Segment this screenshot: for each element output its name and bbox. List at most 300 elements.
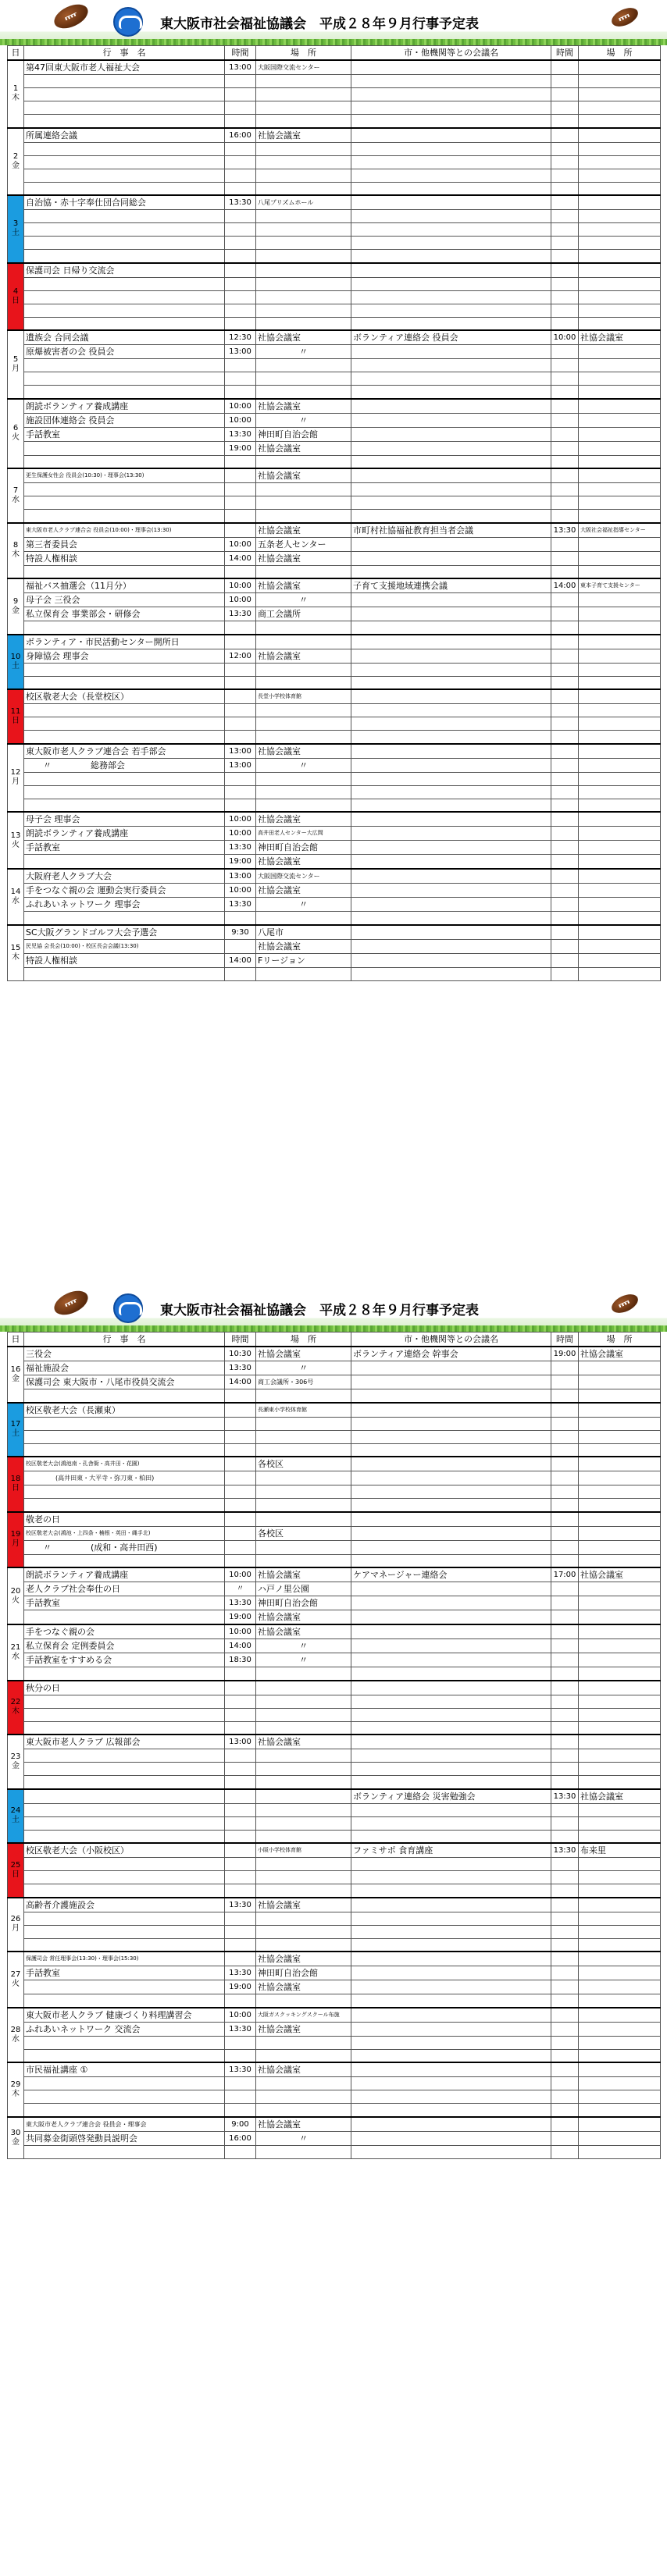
table-row xyxy=(8,1610,661,1625)
event-time xyxy=(225,2090,256,2104)
table-row xyxy=(8,593,661,607)
other-meeting-time xyxy=(551,345,579,359)
event-name: 校区敬老大会（小阪校区） xyxy=(26,1845,129,1856)
other-meeting-place xyxy=(579,884,661,898)
other-meeting-place xyxy=(579,1898,661,1912)
other-meeting-place xyxy=(579,1708,661,1721)
other-meeting-name: 市町村社協福祉教育担当者会議 xyxy=(351,523,551,538)
table-row xyxy=(8,88,661,101)
event-name: 保護司会 東大阪市・八尾市役員交流会 xyxy=(26,1377,175,1387)
other-meeting-name xyxy=(351,898,551,912)
event-name-cell xyxy=(24,1681,225,1695)
event-time: 13:30 xyxy=(225,2062,256,2077)
event-time: 13:30 xyxy=(225,195,256,210)
event-name-cell xyxy=(24,1938,225,1952)
event-name-cell xyxy=(24,2049,225,2062)
other-meeting-name xyxy=(351,304,551,317)
other-meeting-time xyxy=(551,455,579,468)
other-meeting-place xyxy=(579,386,661,399)
day-of-week: 木 xyxy=(12,1707,20,1717)
event-name-cell xyxy=(24,1884,225,1898)
other-meeting-time xyxy=(551,621,579,635)
other-meeting-place xyxy=(579,1681,661,1695)
other-meeting-place xyxy=(579,1554,661,1567)
other-meeting-time: 13:30 xyxy=(551,523,579,538)
day-of-week: 火 xyxy=(12,1979,20,1988)
other-meeting-place xyxy=(579,663,661,676)
other-meeting-place xyxy=(579,744,661,759)
other-meeting-time xyxy=(551,88,579,101)
day-of-week: 月 xyxy=(12,1539,20,1549)
other-meeting-name xyxy=(351,758,551,772)
other-meeting-time: 14:00 xyxy=(551,578,579,593)
event-place xyxy=(256,1443,351,1457)
other-meeting-time xyxy=(551,1871,579,1884)
other-meeting-name xyxy=(351,88,551,101)
table-row xyxy=(8,2008,661,2023)
other-meeting-time xyxy=(551,142,579,155)
event-place: 社協会議室 xyxy=(256,1898,351,1912)
event-time xyxy=(225,182,256,195)
event-place xyxy=(256,565,351,578)
event-name-cell xyxy=(24,223,225,237)
event-name: 校区敬老大会（長瀬東） xyxy=(26,1404,120,1415)
event-time xyxy=(225,1925,256,1938)
event-name-cell xyxy=(24,1667,225,1681)
other-meeting-place xyxy=(579,758,661,772)
other-meeting-place xyxy=(579,635,661,649)
event-name: 原爆被害者の会 役員会 xyxy=(26,347,115,357)
day-number: 2 xyxy=(12,151,19,161)
day-cell xyxy=(8,2062,24,2117)
event-place xyxy=(256,1554,351,1567)
event-place xyxy=(256,75,351,88)
day-number: 30 xyxy=(10,2128,21,2137)
event-place xyxy=(256,237,351,250)
event-time: 14:00 xyxy=(225,1639,256,1653)
other-meeting-name xyxy=(351,607,551,621)
event-place: 社協会議室 xyxy=(256,1567,351,1582)
table-row xyxy=(8,939,661,953)
event-name: 校区敬老大会(鴻池南・孔舎衙・高井田・花園) xyxy=(26,1461,140,1467)
other-meeting-name xyxy=(351,799,551,812)
table-row xyxy=(8,649,661,663)
event-place xyxy=(256,1695,351,1708)
event-time: 13:30 xyxy=(225,1966,256,1980)
other-meeting-place xyxy=(579,75,661,88)
other-meeting-place xyxy=(579,1485,661,1499)
event-place: 〃 xyxy=(256,345,351,359)
event-name: 特設人権相談 xyxy=(26,553,77,564)
event-name-cell xyxy=(24,75,225,88)
other-meeting-time xyxy=(551,1695,579,1708)
event-name: 自治協・赤十字奉仕団合同総会 xyxy=(26,197,146,208)
event-time xyxy=(225,772,256,785)
day-cell xyxy=(8,744,24,813)
table-row xyxy=(8,1681,661,1695)
table-row xyxy=(8,1735,661,1749)
day-cell xyxy=(8,263,24,331)
event-name-cell xyxy=(24,1512,225,1527)
grass-decoration xyxy=(0,39,667,45)
event-place: 社協会議室 xyxy=(256,399,351,414)
event-name-cell xyxy=(24,663,225,676)
other-meeting-time xyxy=(551,1966,579,1980)
other-meeting-place xyxy=(579,1938,661,1952)
other-meeting-place xyxy=(579,1403,661,1418)
event-place xyxy=(256,772,351,785)
event-place xyxy=(256,1763,351,1776)
event-name-cell xyxy=(24,1925,225,1938)
event-name: 手話教室 xyxy=(26,1968,60,1978)
table-row xyxy=(8,75,661,88)
table-row xyxy=(8,1776,661,1789)
event-name-cell xyxy=(24,455,225,468)
other-meeting-name xyxy=(351,1884,551,1898)
event-time xyxy=(225,967,256,980)
event-time xyxy=(225,635,256,649)
other-meeting-name xyxy=(351,1708,551,1721)
other-meeting-place xyxy=(579,195,661,210)
other-meeting-place xyxy=(579,1499,661,1512)
table-row xyxy=(8,1830,661,1843)
table-row xyxy=(8,925,661,940)
other-meeting-place xyxy=(579,812,661,827)
day-of-week: 金 xyxy=(12,1374,20,1383)
other-meeting-time xyxy=(551,441,579,455)
event-time: 10:00 xyxy=(225,593,256,607)
table-row xyxy=(8,1582,661,1596)
other-meeting-name xyxy=(351,551,551,565)
day-of-week: 木 xyxy=(12,952,20,962)
football-icon xyxy=(608,4,640,30)
table-row xyxy=(8,1639,661,1653)
event-place: 大阪国際交流センター xyxy=(256,60,351,75)
event-place: 社協会議室 xyxy=(256,1347,351,1361)
event-name: 保護司会 日帰り交流会 xyxy=(26,265,115,276)
other-meeting-time xyxy=(551,884,579,898)
other-meeting-place xyxy=(579,799,661,812)
event-place: 社協会議室 xyxy=(256,2117,351,2132)
other-meeting-place xyxy=(579,1526,661,1540)
event-time xyxy=(225,1789,256,1804)
event-name-cell xyxy=(24,304,225,317)
other-meeting-time xyxy=(551,1763,579,1776)
other-meeting-place xyxy=(579,869,661,884)
event-place: 社協会議室 xyxy=(256,128,351,143)
other-meeting-name xyxy=(351,1871,551,1884)
event-place: 商工会議所 xyxy=(256,607,351,621)
day-of-week: 土 xyxy=(12,229,20,238)
day-number: 17 xyxy=(10,1420,21,1429)
other-meeting-time xyxy=(551,468,579,483)
event-time: 10:00 xyxy=(225,884,256,898)
event-place: 〃 xyxy=(256,898,351,912)
table-row xyxy=(8,1816,661,1830)
other-meeting-place xyxy=(579,237,661,250)
event-name-cell xyxy=(24,785,225,799)
event-name-cell xyxy=(24,155,225,169)
other-meeting-place xyxy=(579,60,661,75)
event-time xyxy=(225,1485,256,1499)
event-place xyxy=(256,210,351,223)
other-meeting-name xyxy=(351,1639,551,1653)
other-meeting-name xyxy=(351,195,551,210)
other-meeting-time xyxy=(551,1499,579,1512)
day-cell xyxy=(8,60,24,128)
event-name-cell xyxy=(24,1912,225,1925)
other-meeting-time xyxy=(551,869,579,884)
other-meeting-place xyxy=(579,468,661,483)
other-meeting-place xyxy=(579,2131,661,2145)
event-time xyxy=(225,939,256,953)
table-row xyxy=(8,578,661,593)
header-time: 時間 xyxy=(225,46,256,61)
day-number: 15 xyxy=(10,943,21,952)
event-name-cell xyxy=(24,128,225,143)
table-row xyxy=(8,953,661,967)
day-of-week: 土 xyxy=(12,1429,20,1439)
day-cell xyxy=(8,869,24,925)
event-place xyxy=(256,799,351,812)
event-time xyxy=(225,2145,256,2158)
other-meeting-time xyxy=(551,510,579,523)
other-meeting-time xyxy=(551,785,579,799)
event-time xyxy=(225,1471,256,1485)
other-meeting-place xyxy=(579,565,661,578)
table-row xyxy=(8,1457,661,1471)
other-meeting-name xyxy=(351,2131,551,2145)
day-of-week: 水 xyxy=(12,2034,20,2044)
event-name-cell xyxy=(24,689,225,704)
other-meeting-name xyxy=(351,1912,551,1925)
event-subname: 総務部会 xyxy=(91,760,125,770)
event-name-cell xyxy=(24,1526,225,1540)
event-place xyxy=(256,2049,351,2062)
day-number: 20 xyxy=(10,1586,21,1596)
other-meeting-time xyxy=(551,812,579,827)
other-meeting-name xyxy=(351,812,551,827)
event-place xyxy=(256,967,351,980)
other-meeting-place xyxy=(579,1871,661,1884)
other-meeting-place xyxy=(579,689,661,704)
event-name-cell xyxy=(24,2077,225,2090)
other-meeting-name xyxy=(351,1417,551,1430)
event-time xyxy=(225,523,256,538)
other-meeting-time xyxy=(551,1624,579,1639)
other-meeting-name xyxy=(351,1471,551,1485)
table-row xyxy=(8,1898,661,1912)
other-meeting-place xyxy=(579,731,661,744)
other-meeting-time xyxy=(551,1361,579,1375)
event-time xyxy=(225,250,256,263)
other-meeting-time xyxy=(551,1721,579,1735)
event-time xyxy=(225,1871,256,1884)
event-time xyxy=(225,1389,256,1403)
grass-decoration xyxy=(0,1325,667,1332)
event-name: 東大阪市老人クラブ連合会 若手部会 xyxy=(26,745,166,756)
event-name-cell xyxy=(24,1708,225,1721)
event-place xyxy=(256,785,351,799)
event-name: (高井田東・大平寺・弥刀東・柏田) xyxy=(55,1475,155,1482)
other-meeting-place xyxy=(579,169,661,182)
other-meeting-name xyxy=(351,1735,551,1749)
other-meeting-place xyxy=(579,1653,661,1667)
event-name-cell xyxy=(24,169,225,182)
event-time: 13:30 xyxy=(225,427,256,441)
other-meeting-name xyxy=(351,731,551,744)
event-name-cell xyxy=(24,1994,225,2008)
event-place xyxy=(256,1499,351,1512)
other-meeting-time xyxy=(551,772,579,785)
header-place: 場 所 xyxy=(256,1332,351,1347)
day-of-week: 水 xyxy=(12,495,20,504)
other-meeting-place: 社協会議室 xyxy=(579,330,661,345)
event-place: 社協会議室 xyxy=(256,1624,351,1639)
table-row xyxy=(8,607,661,621)
other-meeting-place xyxy=(579,1912,661,1925)
event-place: 社協会議室 xyxy=(256,2022,351,2036)
other-meeting-name xyxy=(351,1966,551,1980)
table-row xyxy=(8,2036,661,2049)
event-name: ふれあいネットワーク 理事会 xyxy=(26,899,141,909)
event-time: 19:00 xyxy=(225,441,256,455)
table-row xyxy=(8,2090,661,2104)
other-meeting-place xyxy=(579,399,661,414)
event-name-cell xyxy=(24,237,225,250)
event-name-cell xyxy=(24,1858,225,1871)
event-name-cell xyxy=(24,2062,225,2077)
table-row xyxy=(8,1789,661,1804)
event-time xyxy=(225,1938,256,1952)
other-meeting-place: 大阪社会福祉指導センター xyxy=(579,523,661,538)
other-meeting-name xyxy=(351,386,551,399)
other-meeting-name xyxy=(351,1749,551,1763)
event-name-cell xyxy=(24,1389,225,1403)
event-name: 身障協会 理事会 xyxy=(26,650,89,661)
table-row xyxy=(8,250,661,263)
other-meeting-time xyxy=(551,263,579,278)
event-time: 13:30 xyxy=(225,2022,256,2036)
event-place: 社協会議室 xyxy=(256,1952,351,1966)
event-name-cell xyxy=(24,1871,225,1884)
event-name-cell xyxy=(24,510,225,523)
event-place: 社協会議室 xyxy=(256,744,351,759)
day-number: 18 xyxy=(10,1475,21,1484)
other-meeting-time xyxy=(551,1830,579,1843)
event-place: 社協会議室 xyxy=(256,523,351,538)
day-number: 29 xyxy=(10,2080,21,2089)
other-meeting-place xyxy=(579,263,661,278)
other-meeting-name xyxy=(351,413,551,427)
event-name-cell xyxy=(24,182,225,195)
event-time xyxy=(225,263,256,278)
event-place: 高井田老人センター大広間 xyxy=(256,827,351,841)
other-meeting-name xyxy=(351,1512,551,1527)
event-time xyxy=(225,731,256,744)
other-meeting-name xyxy=(351,128,551,143)
event-place: 社協会議室 xyxy=(256,649,351,663)
other-meeting-name: ファミサポ 食育講座 xyxy=(351,1843,551,1858)
other-meeting-name xyxy=(351,744,551,759)
other-meeting-place xyxy=(579,717,661,731)
event-name: 私立保育会 定例委員会 xyxy=(26,1641,115,1651)
event-name-cell xyxy=(24,1347,225,1361)
day-of-week: 水 xyxy=(12,1652,20,1661)
event-name: 母子会 理事会 xyxy=(26,814,80,824)
day-of-week: 日 xyxy=(12,1870,20,1879)
day-number: 6 xyxy=(12,424,19,433)
other-meeting-place: 社協会議室 xyxy=(579,1789,661,1804)
other-meeting-place xyxy=(579,496,661,510)
other-meeting-name xyxy=(351,1582,551,1596)
table-row xyxy=(8,1471,661,1485)
other-meeting-name xyxy=(351,2049,551,2062)
event-place: 神田町自治会館 xyxy=(256,427,351,441)
day-cell xyxy=(8,1735,24,1789)
event-place xyxy=(256,263,351,278)
event-place xyxy=(256,1512,351,1527)
event-place: 長堂小学校体育館 xyxy=(256,689,351,704)
other-meeting-time xyxy=(551,635,579,649)
event-name-cell xyxy=(24,912,225,925)
other-meeting-time: 17:00 xyxy=(551,1567,579,1582)
other-meeting-place xyxy=(579,1361,661,1375)
event-name: 東大阪市老人クラブ 広報部会 xyxy=(26,1737,141,1747)
other-meeting-time xyxy=(551,1526,579,1540)
event-time: 12:00 xyxy=(225,649,256,663)
other-meeting-place xyxy=(579,2104,661,2117)
other-meeting-name xyxy=(351,1994,551,2008)
header-day: 日 xyxy=(8,46,24,61)
other-meeting-time xyxy=(551,1582,579,1596)
other-meeting-time xyxy=(551,1610,579,1625)
other-meeting-name xyxy=(351,60,551,75)
table-row xyxy=(8,317,661,330)
table-row xyxy=(8,60,661,75)
event-place: 商工会議所・306号 xyxy=(256,1375,351,1389)
table-row xyxy=(8,704,661,717)
other-meeting-time xyxy=(551,1708,579,1721)
other-meeting-time xyxy=(551,155,579,169)
event-name-cell xyxy=(24,195,225,210)
other-meeting-name xyxy=(351,912,551,925)
event-name-cell xyxy=(24,2145,225,2158)
header-place: 場 所 xyxy=(256,46,351,61)
other-meeting-place xyxy=(579,372,661,386)
event-place: 〃 xyxy=(256,1639,351,1653)
event-time xyxy=(225,455,256,468)
table-row xyxy=(8,1938,661,1952)
other-meeting-place xyxy=(579,953,661,967)
event-place xyxy=(256,1540,351,1554)
event-time: 14:00 xyxy=(225,1375,256,1389)
table-row xyxy=(8,663,661,676)
table-row xyxy=(8,496,661,510)
schedule-table xyxy=(7,45,661,981)
other-meeting-name xyxy=(351,1499,551,1512)
day-number: 5 xyxy=(12,354,19,364)
table-row xyxy=(8,290,661,304)
event-name: 第47回東大阪市老人福祉大会 xyxy=(26,62,140,73)
event-time: 12:30 xyxy=(225,330,256,345)
event-name: 手話教室 xyxy=(26,1598,60,1608)
table-row xyxy=(8,1708,661,1721)
day-cell xyxy=(8,2117,24,2159)
other-meeting-place xyxy=(579,359,661,372)
event-time xyxy=(225,155,256,169)
other-meeting-name xyxy=(351,1443,551,1457)
